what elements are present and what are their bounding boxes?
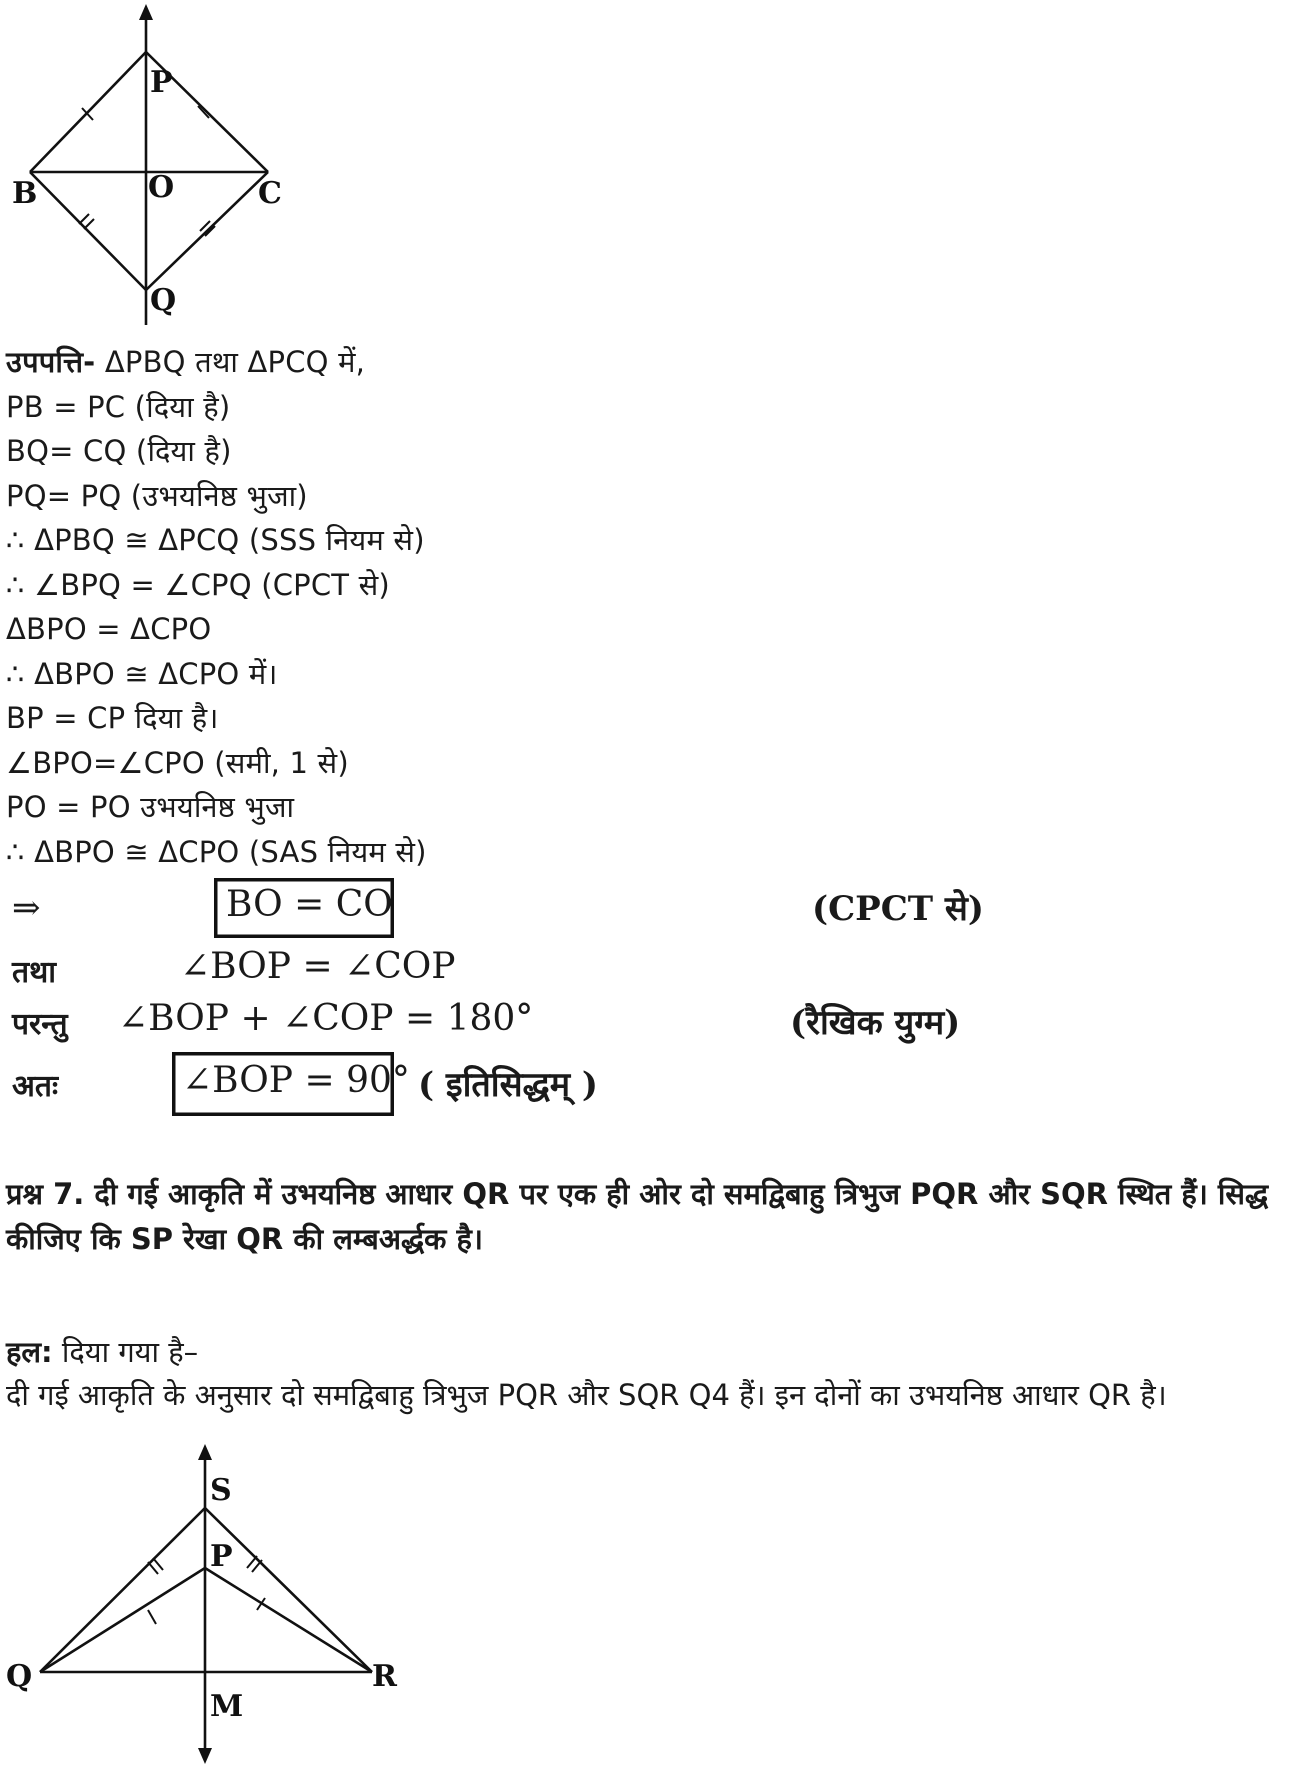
- question-7: प्रश्न 7. दी गई आकृति में उभयनिष्ठ आधार QR पर एक ही ओर दो समद्विबाहु त्रिभुज PQR और SQR स्थित हैं। सिद्ध कीजिए कि SP रेखा QR की लम्बअर्द्धक है।: [6, 1177, 1269, 1256]
- word-tatha: तथा: [12, 955, 57, 990]
- proof-line: ΔBPO = ΔCPO: [6, 612, 212, 646]
- proof-lines: [6, 340, 427, 874]
- label-m: M: [210, 1689, 244, 1724]
- proof-line: ∠BPO=∠CPO (समी, 1 से): [6, 745, 349, 780]
- label-s: S: [210, 1473, 232, 1508]
- proof-line: PQ= PQ (उभयनिष्ठ भुजा): [6, 478, 308, 513]
- figure-triangles-pqr-sqr: [0, 1440, 420, 1770]
- reason-cpct: (CPCT से): [812, 889, 984, 929]
- proof-heading: उपपत्ति-: [6, 345, 96, 379]
- proof-line: BP = CP दिया है।: [6, 701, 219, 735]
- word-parantu: परन्तु: [12, 1007, 68, 1042]
- solution-body: दी गई आकृति के अनुसार दो समद्विबाहु त्रिभुज PQR और SQR Q4 हैं। इन दोनों का उभयनिष्ठ आधार QR है।: [6, 1378, 1167, 1412]
- proof-line: BQ= CQ (दिया है): [6, 434, 232, 468]
- proof-intro: ΔPBQ तथा ΔPCQ में,: [95, 345, 366, 379]
- figure-rhombus-bpcq: [0, 0, 310, 330]
- label-q: Q: [150, 283, 177, 318]
- label-c: C: [258, 176, 282, 211]
- label-q2: Q: [6, 1659, 33, 1694]
- implies-symbol: ⇒: [12, 888, 41, 928]
- proof-line: ∴ ΔBPO ≅ ΔCPO में।: [6, 656, 278, 691]
- label-o: O: [148, 170, 175, 205]
- reason-iti-siddham: ( इतिसिद्धम् ): [418, 1065, 599, 1105]
- label-p: P: [150, 65, 173, 100]
- solution-heading: [6, 1330, 198, 1374]
- proof-line: PB = PC (दिया है): [6, 389, 231, 424]
- proof-line: ∴ ΔPBQ ≅ ΔPCQ (SSS नियम से): [6, 523, 425, 557]
- expr-linear-pair: ∠BOP + ∠COP = 180°: [118, 998, 534, 1039]
- proof-line: PO = PO उभयनिष्ठ भुजा: [6, 790, 295, 824]
- solution-label: हल:: [6, 1335, 53, 1369]
- expr-angle-90: ∠BOP = 90°: [182, 1060, 410, 1101]
- solution-given: दिया गया है–: [52, 1335, 199, 1369]
- label-b: B: [12, 176, 38, 211]
- proof-line: ∴ ΔBPO ≅ ΔCPO (SAS नियम से): [6, 834, 427, 869]
- label-r: R: [372, 1659, 397, 1694]
- expr-bo-co: BO = CO: [226, 884, 393, 925]
- reason-linear-pair: (रैखिक युग्म): [790, 1003, 961, 1043]
- label-p2: P: [210, 1539, 233, 1574]
- proof-line: ∴ ∠BPQ = ∠CPQ (CPCT से): [6, 567, 390, 602]
- expr-angles-equal: ∠BOP = ∠COP: [180, 946, 456, 987]
- word-atah: अतः: [12, 1069, 59, 1104]
- proof-line: [6, 340, 427, 385]
